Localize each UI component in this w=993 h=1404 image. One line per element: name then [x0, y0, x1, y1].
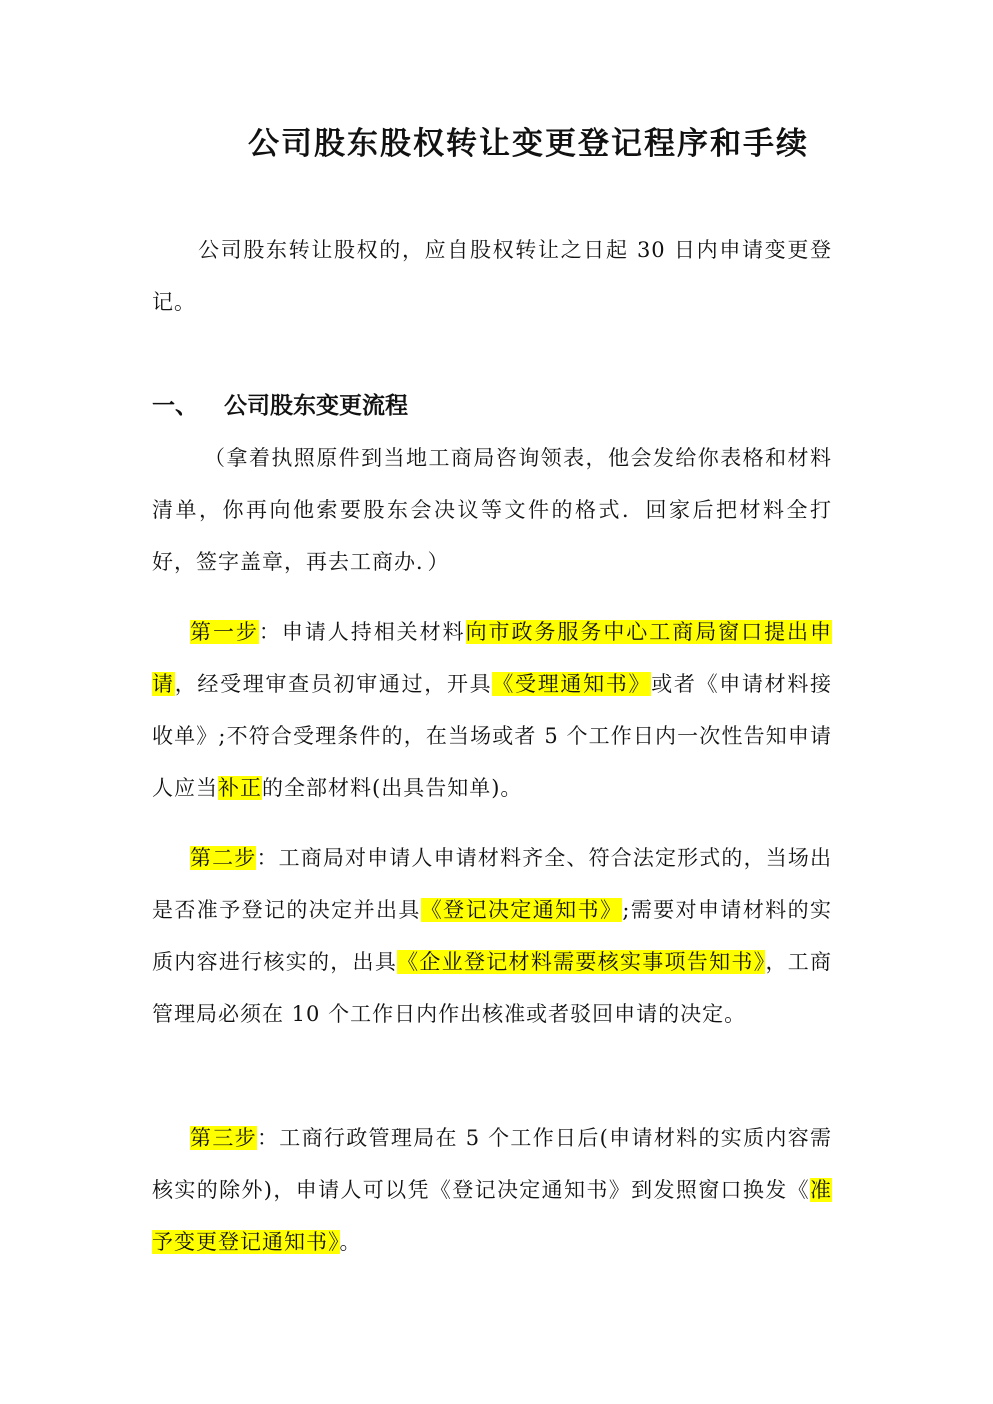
step3-highlight-1: 准予变更登记通知书》	[152, 1178, 832, 1254]
step1-label: 第一步	[190, 620, 259, 644]
document-title: 公司股东股权转让变更登记程序和手续	[248, 126, 809, 162]
note-paragraph: （拿着执照原件到当地工商局咨询领表，他会发给你表格和材料清单，你再向他索要股东会决议等文件的格式．回家后把材料全打好，签字盖章，再去工商办．）	[152, 446, 832, 574]
step1-highlight-1: 向市政务服务中心工商局窗口提出申请	[152, 620, 833, 696]
step3-label: 第三步	[190, 1126, 257, 1150]
step1-text-2: ，经受理审查员初审通过，开具	[174, 672, 493, 696]
step1-paragraph	[152, 606, 832, 814]
step3-text-2: 。	[339, 1230, 362, 1254]
step1-text-3: 或者《申请材料接收单》;不符合受理条件的，在当场或者 5 个工作日内一次性告知申请人应当	[152, 672, 833, 800]
step2-paragraph	[152, 832, 832, 1040]
step2-text-2: ;需要对申请材料的实质内容进行核实的，出具	[152, 898, 833, 974]
step1-text-4: 的全部材料(出具告知单)。	[262, 776, 523, 800]
step2-highlight-2: 《企业登记材料需要核实事项告知书》	[397, 950, 766, 974]
section-heading	[152, 380, 408, 432]
step2-text-3: ，工商管理局必须在 10 个工作日内作出核准或者驳回申请的决定。	[152, 950, 833, 1026]
step3-paragraph	[152, 1112, 832, 1268]
step1-highlight-2: 《受理通知书》	[492, 672, 652, 696]
step2-text-1: ：工商局对申请人申请材料齐全、符合法定形式的，当场出是否准予登记的决定并出具	[152, 846, 833, 922]
step2-label: 第二步	[190, 846, 257, 870]
step1-highlight-3: 补正	[218, 776, 262, 800]
section-heading-text: 公司股东变更流程	[224, 392, 408, 419]
step2-highlight-1: 《登记决定通知书》	[420, 898, 623, 922]
step3-text-1: ：工商行政管理局在 5 个工作日后(申请材料的实质内容需核实的除外)，申请人可以凭《登记决定通知书》到发照窗口换发《	[152, 1126, 833, 1202]
intro-paragraph: 公司股东转让股权的，应自股权转让之日起 30 日内申请变更登记。	[152, 238, 832, 314]
step1-text-1: ：申请人持相关材料	[258, 620, 466, 644]
section-number: 一、	[152, 392, 198, 419]
